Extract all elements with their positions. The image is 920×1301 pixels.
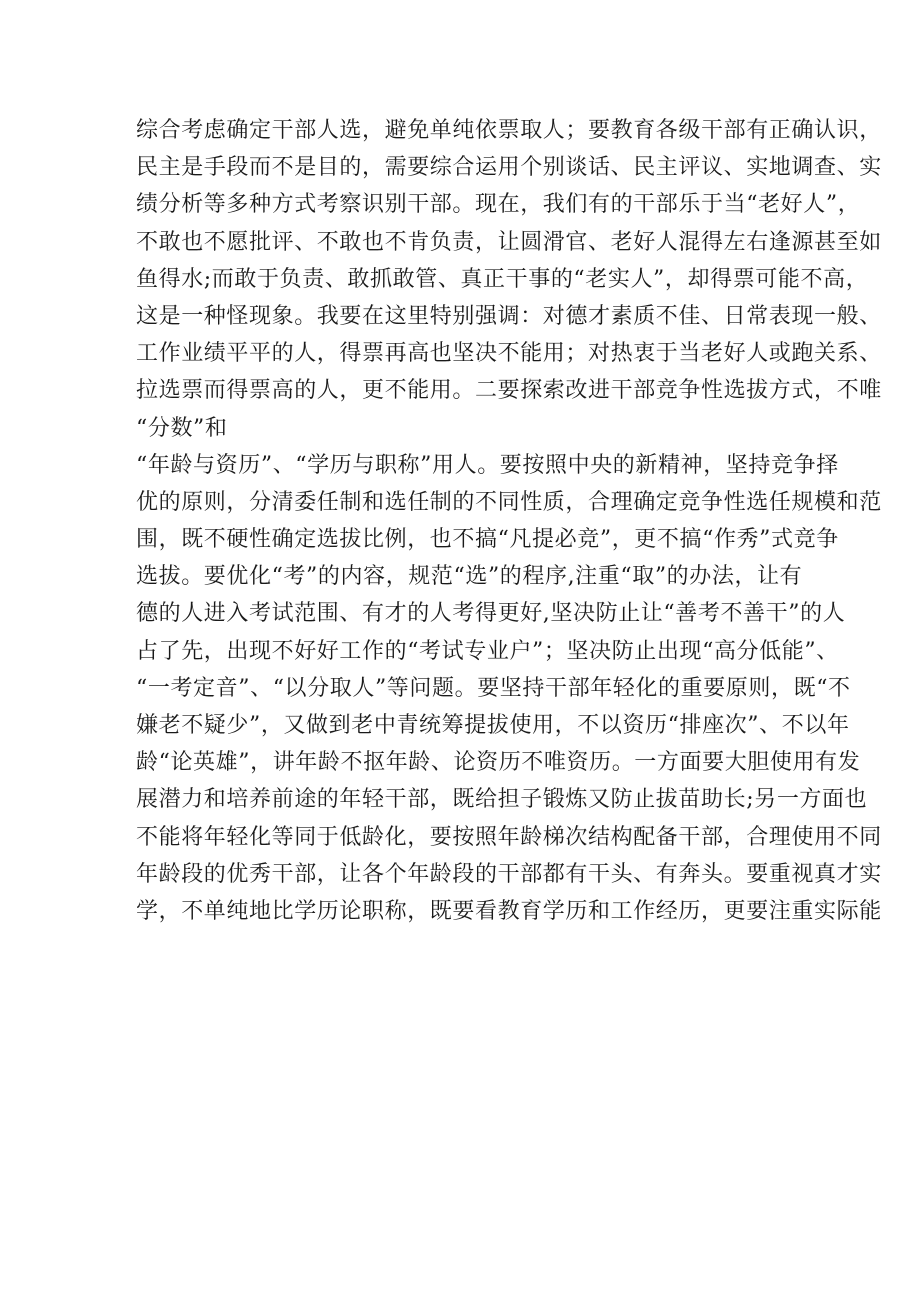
text-line-20: 不能将年轻化等同于低龄化，要按照年龄梯次结构配备干部，合理使用不同 [136, 824, 882, 850]
text-line-8: 拉选票而得票高的人，更不能用。二要探索改进干部竞争性选拔方式，不唯 [136, 378, 882, 404]
text-line-19: 展潜力和培养前途的年轻干部，既给担子锻炼又防止拔苗助长;另一方面也 [136, 787, 868, 813]
text-line-21: 年龄段的优秀干部，让各个年龄段的干部都有干头、有奔头。要重视真才实 [136, 861, 882, 887]
text-line-1: 综合考虑确定干部人选，避免单纯依票取人；要教育各级干部有正确认识， [136, 118, 882, 143]
text-line-4: 不敢也不愿批评、不敢也不肯负责，让圆滑官、老好人混得左右逢源甚至如 [136, 229, 882, 255]
text-line-12: 围，既不硬性确定选拔比例，也不搞“凡提必竞”，更不搞“作秀”式竞争 [136, 527, 839, 553]
text-line-11: 优的原则，分清委任制和选任制的不同性质，合理确定竞争性选任规模和范 [136, 489, 882, 515]
text-line-10: “年龄与资历”、“学历与职称”用人。要按照中央的新精神，坚持竞争择 [136, 452, 839, 478]
text-line-16: “一考定音”、“以分取人”等问题。要坚持干部年轻化的重要原则，既“不 [136, 675, 851, 701]
text-line-5: 鱼得水;而敢于负责、敢抓敢管、真正干事的“老实人”，却得票可能不高， [136, 266, 869, 292]
text-line-18: 龄“论英雄”，讲年龄不抠年龄、论资历不唯资历。一方面要大胆使用有发 [136, 750, 861, 776]
text-line-14: 德的人进入考试范围、有才的人考得更好,坚决防止让“善考不善干”的人 [136, 601, 846, 627]
text-line-15: 占了先，出现不好好工作的“考试专业户”；坚决防止出现“高分低能”、 [136, 638, 839, 664]
text-line-22: 学，不单纯地比学历论职称，既要看教育学历和工作经历，更要注重实际能 [136, 898, 882, 924]
text-line-7: 工作业绩平平的人，得票再高也坚决不能用；对热衷于当老好人或跑关系、 [136, 341, 882, 367]
body-text [136, 112, 882, 930]
text-line-2: 民主是手段而不是目的，需要综合运用个别谈话、民主评议、实地调查、实 [136, 155, 882, 181]
text-line-13: 选拔。要优化“考”的内容，规范“选”的程序,注重“取”的办法，让有 [136, 564, 803, 590]
text-line-3: 绩分析等多种方式考察识别干部。现在，我们有的干部乐于当“老好人”， [136, 192, 861, 218]
text-line-9: “分数”和 [136, 415, 228, 441]
text-line-6: 这是一种怪现象。我要在这里特别强调：对德才素质不佳、日常表现一般、 [136, 303, 882, 329]
text-line-17: 嫌老不疑少”，又做到老中青统筹提拔使用，不以资历“排座次”、不以年 [136, 713, 850, 738]
